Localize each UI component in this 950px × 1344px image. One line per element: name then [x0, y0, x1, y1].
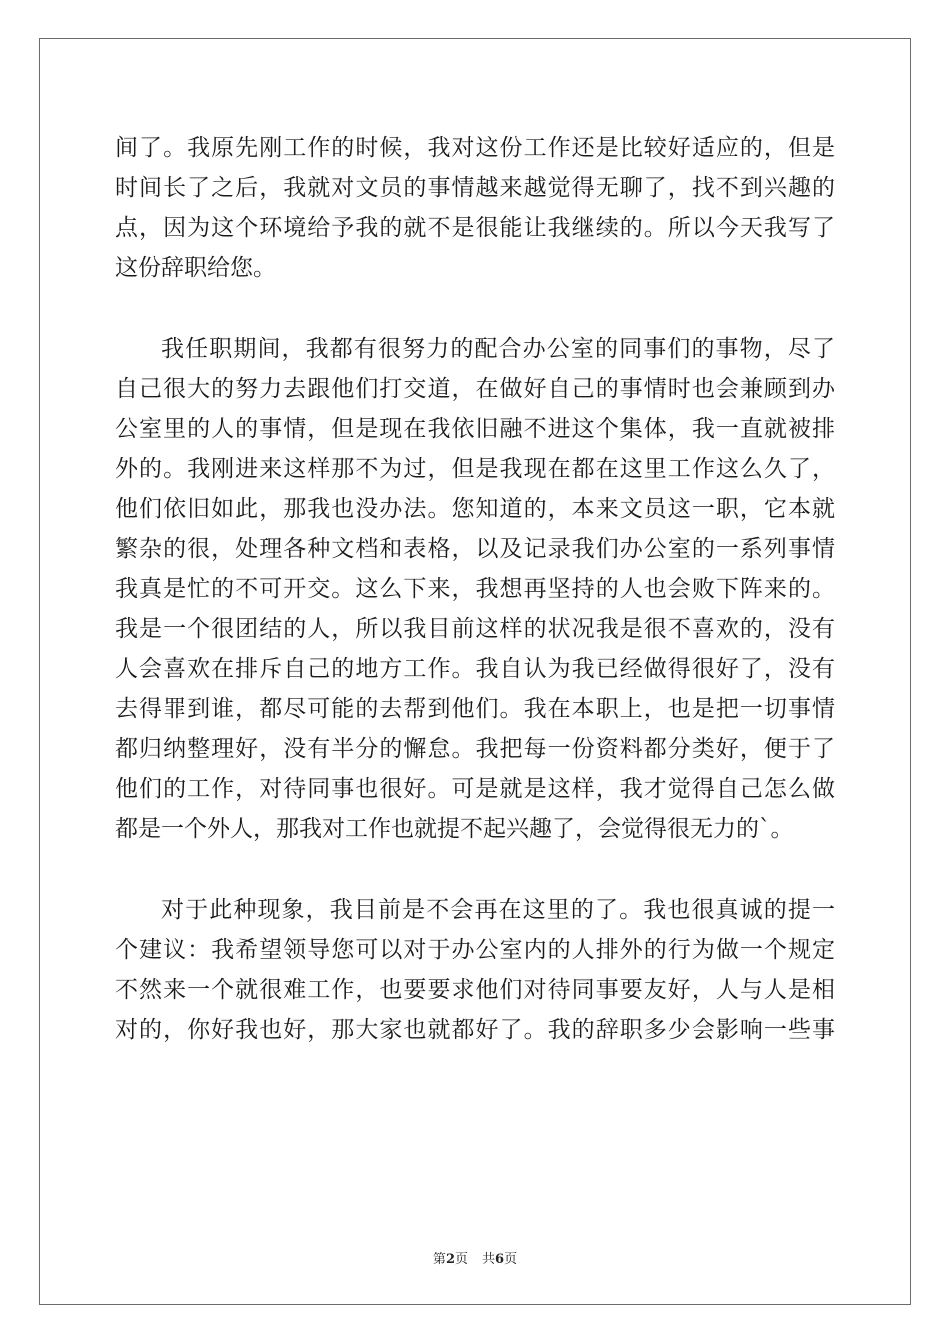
paragraph-line: 我真是忙的不可开交。这么下来，我想再坚持的人也会败下阵来的。 [115, 576, 835, 602]
paragraph-line: 这份辞职给您。 [115, 255, 276, 281]
page-prefix: 第 [432, 1252, 446, 1267]
paragraph-line: 外的。我刚进来这样那不为过，但是我现在都在这里工作这么久了， [115, 456, 835, 482]
document-body [115, 128, 835, 1050]
page-suffix: 页 [454, 1252, 468, 1267]
paragraph-line: 点，因为这个环境给予我的就不是很能让我继续的。所以今天我写了 [115, 215, 835, 241]
total-suffix: 页 [504, 1252, 518, 1267]
paragraph-line: 他们依旧如此，那我也没办法。您知道的，本来文员这一职，它本就 [115, 496, 835, 522]
paragraph-line: 时间长了之后，我就对文员的事情越来越觉得无聊了，找不到兴趣的 [115, 175, 835, 201]
page-footer [0, 1248, 950, 1267]
paragraph-line: 间了。我原先刚工作的时候，我对这份工作还是比较好适应的，但是 [115, 135, 835, 161]
page-number: 2 [445, 1252, 455, 1267]
paragraph-line: 繁杂的很，处理各种文档和表格，以及记录我们办公室的一系列事情 [115, 536, 835, 562]
paragraph-line: 对的，你好我也好，那大家也就都好了。我的辞职多少会影响一些事 [115, 1017, 835, 1043]
paragraph-line: 不然来一个就很难工作，也要要求他们对待同事要友好，人与人是相 [115, 977, 835, 1003]
paragraph-first-line: 对于此种现象，我目前是不会再在这里的了。我也很真诚的提一 [161, 897, 835, 923]
total-pages: 6 [495, 1252, 505, 1267]
total-prefix: 共 [482, 1252, 496, 1267]
paragraph-line: 我是一个很团结的人，所以我目前这样的状况我是很不喜欢的，没有 [115, 616, 835, 642]
paragraph-line: 他们的工作，对待同事也很好。可是就是这样，我才觉得自己怎么做 [115, 776, 835, 802]
paragraph-line: 个建议：我希望领导您可以对于办公室内的人排外的行为做一个规定 [115, 937, 835, 963]
paragraph-line: 自己很大的努力去跟他们打交道，在做好自己的事情时也会兼顾到办 [115, 376, 835, 402]
paragraph-line: 去得罪到谁，都尽可能的去帮到他们。我在本职上，也是把一切事情 [115, 696, 835, 722]
paragraph-first-line: 我任职期间，我都有很努力的配合办公室的同事们的事物，尽了 [161, 336, 835, 362]
paragraph-line: 人会喜欢在排斥自己的地方工作。我自认为我已经做得很好了，没有 [115, 656, 835, 682]
paragraph-line: 都是一个外人，那我对工作也就提不起兴趣了，会觉得很无力的`。 [115, 816, 794, 842]
paragraph-line: 都归纳整理好，没有半分的懈怠。我把每一份资料都分类好，便于了 [115, 736, 835, 762]
paragraph-line: 公室里的人的事情，但是现在我依旧融不进这个集体，我一直就被排 [115, 416, 835, 442]
